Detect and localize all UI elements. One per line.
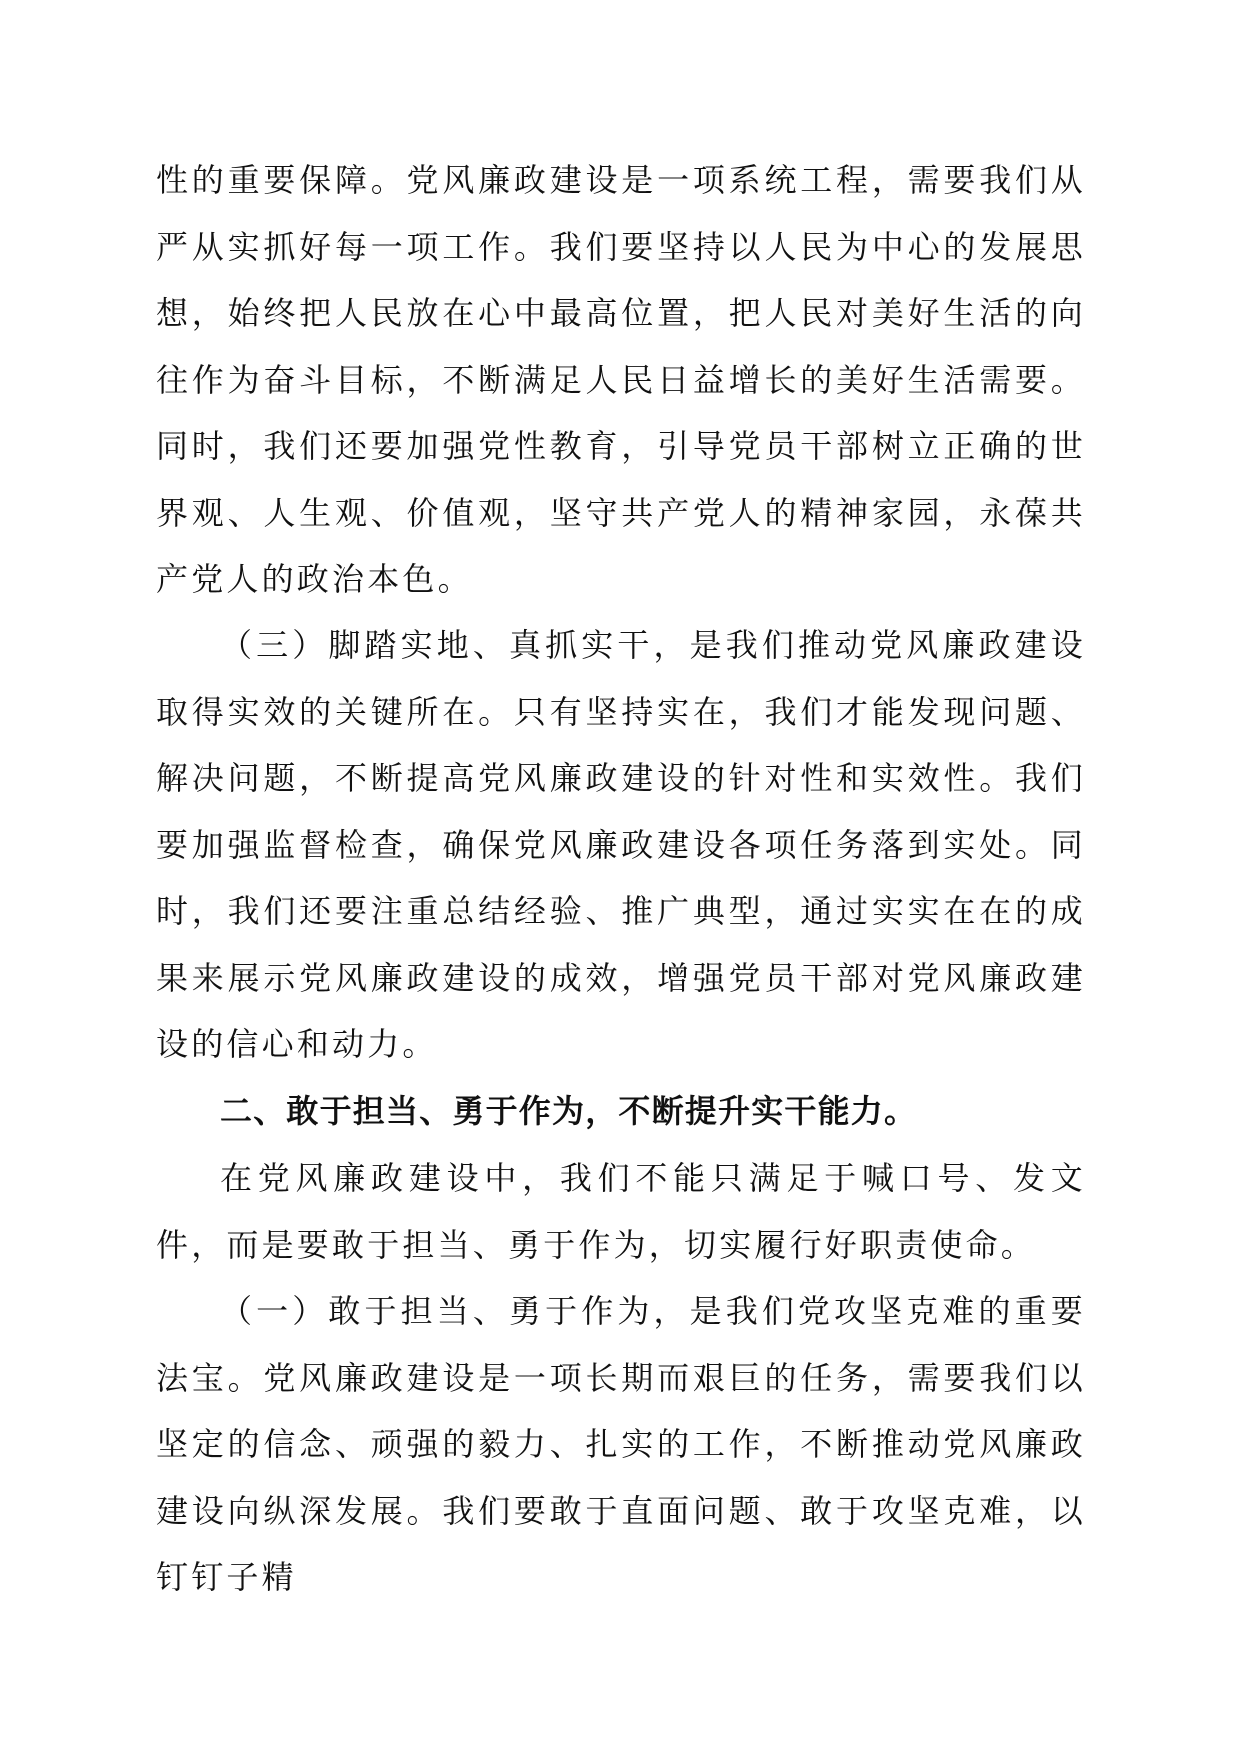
body-paragraph: 性的重要保障。党风廉政建设是一项系统工程，需要我们从严从实抓好每一项工作。我们要坚持以人民为中心的发展思想，始终把人民放在心中最高位置，把人民对美好生活的向往作为奋斗目标，不断满足人民日益增长的美好生活需要。同时，我们还要加强党性教育，引导党员干部树立正确的世界观、人生观、价值观，坚守共产党人的精神家园，永葆共产党人的政治本色。 <box>156 161 1086 598</box>
body-paragraph: 在党风廉政建设中，我们不能只满足于喊口号、发文件，而是要敢于担当、勇于作为，切实履行好职责使命。 <box>156 1159 1086 1264</box>
body-paragraph: （三）脚踏实地、真抓实干，是我们推动党风廉政建设取得实效的关键所在。只有坚持实在，我们才能发现问题、解决问题，不断提高党风廉政建设的针对性和实效性。我们要加强监督检查，确保党风廉政建设各项任务落到实处。同时，我们还要注重总结经验、推广典型，通过实实在在的成果来展示党风廉政建设的成效，增强党员干部对党风廉政建设的信心和动力。 <box>156 626 1086 1063</box>
section-heading: 二、敢于担当、勇于作为，不断提升实干能力。 <box>220 1092 918 1130</box>
body-paragraph: （一）敢于担当、勇于作为，是我们党攻坚克难的重要法宝。党风廉政建设是一项长期而艰巨的任务，需要我们以坚定的信念、顽强的毅力、扎实的工作，不断推动党风廉政建设向纵深发展。我们要敢于直面问题、敢于攻坚克难，以钉钉子精 <box>156 1292 1086 1596</box>
